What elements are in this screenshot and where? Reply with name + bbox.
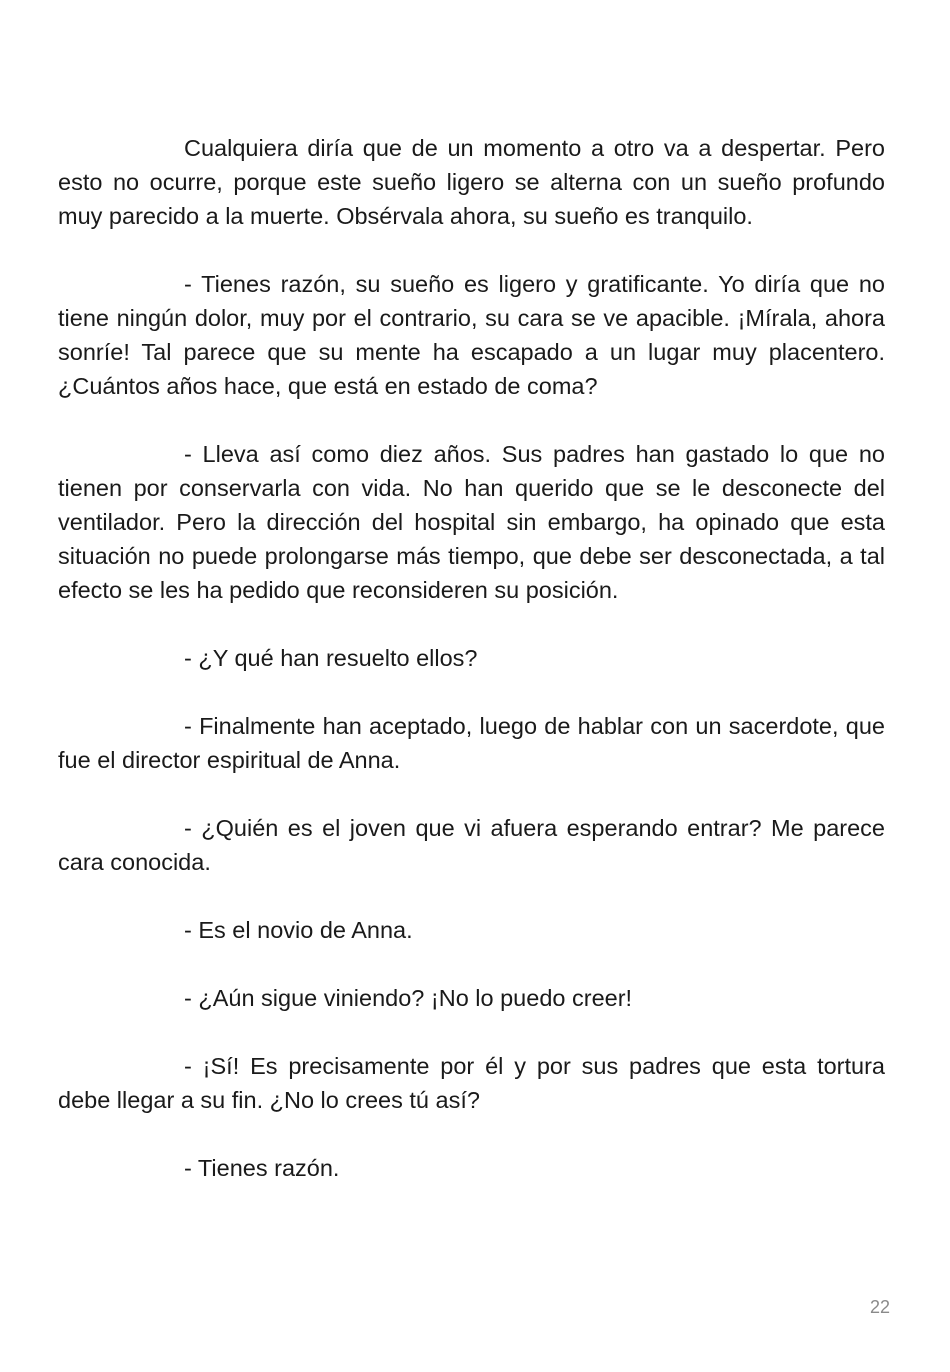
paragraph: - ¿Aún sigue viniendo? ¡No lo puedo creer! [184, 985, 633, 1011]
paragraph: Cualquiera diría que de un momento a otro va a despertar. Pero esto no ocurre, porque este sueño ligero se alterna con un sueño profundo muy parecido a la muerte. Obsérvala ahora, su sueño es tranquilo. [58, 135, 885, 229]
paragraph: - Tienes razón, su sueño es ligero y gratificante. Yo diría que no tiene ningún dolor, muy por el contrario, su cara se ve apacible. ¡Mírala, ahora sonríe! Tal parece que su mente ha escapado a un lugar muy placentero. ¿Cuántos años hace, que está en estado de coma? [58, 271, 885, 399]
paragraph: - ¿Quién es el joven que vi afuera esperando entrar? Me parece cara conocida. [58, 815, 885, 875]
paragraph: - ¡Sí! Es precisamente por él y por sus padres que esta tortura debe llegar a su fin. ¿No lo crees tú así? [58, 1053, 885, 1113]
paragraph: - Tienes razón. [184, 1155, 340, 1181]
paragraph: - ¿Y qué han resuelto ellos? [184, 645, 478, 671]
paragraph: - Finalmente han aceptado, luego de hablar con un sacerdote, que fue el director espiritual de Anna. [58, 713, 885, 773]
body-text [58, 131, 885, 1185]
paragraph: - Lleva así como diez años. Sus padres han gastado lo que no tienen por conservarla con vida. No han querido que se le desconecte del ventilador. Pero la dirección del hospital sin embargo, ha opinado que esta situación no puede prolongarse más tiempo, que debe ser desconectada, a tal efecto se les ha pedido que reconsideren su posición. [58, 441, 885, 603]
paragraph: - Es el novio de Anna. [184, 917, 413, 943]
page-number: 22 [869, 1297, 890, 1317]
